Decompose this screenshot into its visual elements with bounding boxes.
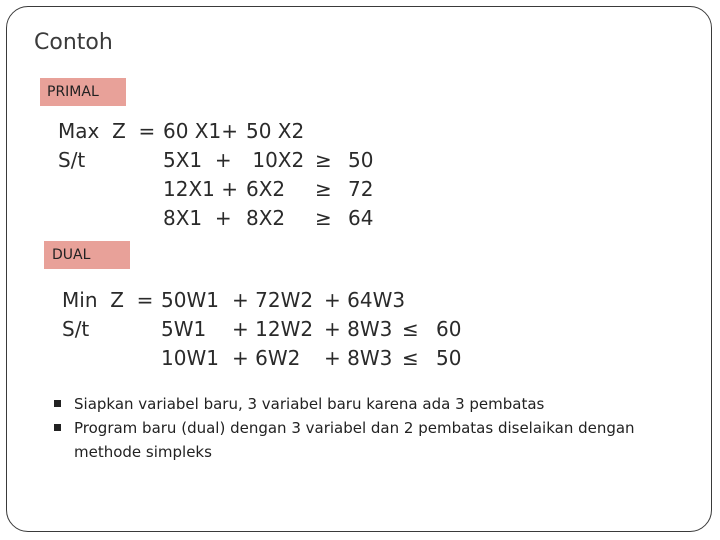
primal-cell: S/t — [58, 148, 86, 172]
dual-cell: ≤ — [402, 346, 419, 370]
primal-cell: 6X2 — [246, 177, 286, 201]
primal-cell: 50 X2 — [246, 119, 305, 143]
primal-cell: 10X2 — [246, 148, 305, 172]
primal-row — [58, 147, 438, 173]
dual-cell: + 64W3 — [324, 288, 406, 312]
primal-tag: PRIMAL — [40, 78, 126, 106]
bullet-list — [54, 392, 654, 464]
dual-row — [62, 287, 482, 313]
primal-cell: 8X1 + — [163, 206, 232, 230]
square-bullet-icon — [54, 400, 61, 407]
primal-cell: 72 — [348, 177, 374, 201]
dual-cell: + 72W2 — [232, 288, 314, 312]
primal-row — [58, 176, 438, 202]
primal-cell: 5X1 + — [163, 148, 232, 172]
primal-cell: 50 — [348, 148, 374, 172]
bullet-text: Program baru (dual) dengan 3 variabel dan 2 pembatas diselaikan dengan methode simpleks — [74, 419, 635, 461]
dual-tag: DUAL — [44, 241, 130, 269]
primal-cell: ≥ — [315, 206, 332, 230]
slide-title: Contoh — [34, 30, 113, 55]
dual-cell: 5W1 — [161, 317, 207, 341]
primal-cell: ≥ — [315, 148, 332, 172]
dual-cell: + 12W2 — [232, 317, 314, 341]
dual-cell: S/t — [62, 317, 90, 341]
dual-cell: + 6W2 — [232, 346, 301, 370]
primal-cell: 64 — [348, 206, 374, 230]
dual-row — [62, 316, 482, 342]
dual-cell: + 8W3 — [324, 317, 393, 341]
primal-cell: ≥ — [315, 177, 332, 201]
primal-cell: 60 X1+ — [163, 119, 238, 143]
dual-cell: Min Z = — [62, 288, 154, 312]
primal-cell: 12X1 + — [163, 177, 238, 201]
dual-cell: 50 — [436, 346, 462, 370]
primal-cell: 8X2 — [246, 206, 286, 230]
dual-row — [62, 345, 482, 371]
square-bullet-icon — [54, 424, 61, 431]
list-item — [54, 416, 654, 464]
dual-cell: 50W1 — [161, 288, 219, 312]
dual-cell: ≤ — [402, 317, 419, 341]
primal-cell: Max Z = — [58, 119, 156, 143]
bullet-text: Siapkan variabel baru, 3 variabel baru karena ada 3 pembatas — [74, 395, 545, 413]
primal-row — [58, 118, 438, 144]
dual-cell: 10W1 — [161, 346, 219, 370]
dual-cell: 60 — [436, 317, 462, 341]
list-item — [54, 392, 654, 416]
primal-row — [58, 205, 438, 231]
dual-cell: + 8W3 — [324, 346, 393, 370]
